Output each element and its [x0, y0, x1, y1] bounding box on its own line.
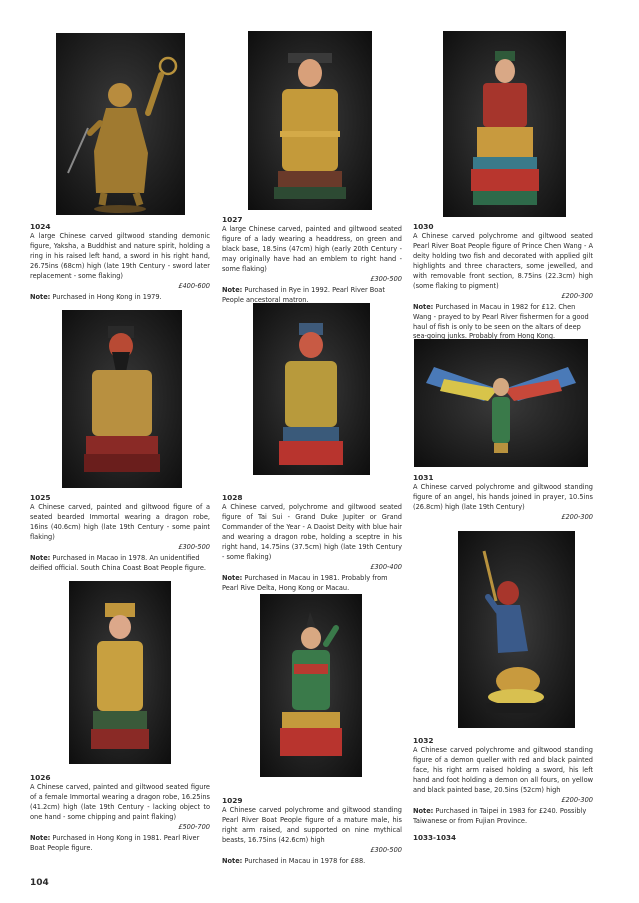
lot-number: 1032: [413, 736, 434, 745]
note-text: Purchased in Taipei in 1983 for £240. Possibly Taiwanese or from Fujian Province.: [413, 806, 587, 825]
lot-1027: [222, 215, 402, 306]
lot-1024: [30, 222, 210, 303]
lot-1029-photo: [260, 594, 362, 777]
lot-description: A Chinese carved polychrome and giltwood seated Pearl River Boat People figure of Prince Chen Wang - A deity holding two fish and decorated with applied gilt highlights and three characters, some jewelled, and with removable front section, 8.75ins (22.3cm) high (some flaking to pigment): [413, 232, 593, 290]
lot-note: [30, 834, 210, 854]
lot-estimate: £300-500: [370, 846, 402, 855]
lot-1029: [222, 796, 402, 867]
lot-description: A large Chinese carved, painted and giltwood seated figure of a lady wearing a headdress, on green and black base, 18.5ins (47cm) high (early 20th Century - may originally have had an emblem to right hand - some flaking): [222, 225, 402, 274]
lot-number: 1026: [30, 773, 51, 782]
note-label: Note:: [413, 806, 434, 815]
note-label: Note:: [222, 285, 243, 294]
lot-note: [413, 807, 593, 827]
next-lots-range: 1033-1034: [413, 833, 456, 842]
lot-note: [30, 554, 210, 574]
note-text: Purchased in Macau in 1982 for £12. Chen Wang - prayed to by Pearl River fishermen for a good haul of fish is only to be seen on the altars of deep sea-going junks. Probably from Hong Kong.: [413, 302, 589, 341]
note-label: Note:: [222, 856, 243, 865]
lot-note: [222, 857, 402, 867]
lot-estimate: £200-300: [561, 513, 593, 522]
lot-description: A Chinese carved, painted and giltwood figure of a seated bearded Immortal wearing a dragon robe, 16ins (40.6cm) high (late 19th Century - some paint flaking): [30, 503, 210, 542]
lot-1024-photo: [56, 33, 185, 215]
lot-1025-photo: [62, 310, 182, 488]
lot-note: [413, 303, 593, 343]
lot-note: [222, 286, 402, 306]
lot-number: 1028: [222, 493, 243, 502]
note-text: Purchased in Rye in 1992. Pearl River Boat People ancestoral matron.: [222, 285, 385, 304]
note-text: Purchased in Hong Kong in 1981. Pearl River Boat People figure.: [30, 833, 200, 852]
lot-1030: [413, 222, 593, 342]
note-text: Purchased in Hong Kong in 1979.: [50, 292, 162, 301]
note-label: Note:: [30, 833, 51, 842]
lot-description: A large Chinese carved giltwood standing demonic figure, Yaksha, a Buddhist and nature spirit, holding a ring in his raised left hand, a sword in his right hand, 26.75ins (68cm) high (late 19th Century - sword later replacement - some flaking): [30, 232, 210, 281]
lot-description: A Chinese carved polychrome and giltwood standing figure of an angel, his hands joined in prayer, 10.5ins (26.8cm) high (late 19th Century): [413, 483, 593, 512]
lot-1032: [413, 736, 593, 827]
lot-1025: [30, 493, 210, 574]
lot-1026-photo: [69, 581, 171, 764]
note-label: Note:: [222, 573, 243, 582]
lot-number: 1030: [413, 222, 434, 231]
lot-description: A Chinese carved, polychrome and giltwood seated figure of Tai Sui - Grand Duke Jupiter or Grand Commander of the Year - A Daoist Deity with blue hair and wearing a dragon robe, holding a sceptre in his right hand, 14.75ins (37.5cm) high (late 19th Century - some flaking): [222, 503, 402, 561]
lot-1030-photo: [443, 31, 566, 217]
lot-note: [222, 574, 402, 594]
lot-estimate: £300-500: [178, 543, 210, 552]
lot-estimate: £200-300: [561, 291, 593, 300]
lot-1027-photo: [248, 31, 372, 210]
lot-description: A Chinese carved, painted and giltwood seated figure of a female Immortal wearing a dragon robe, 16.25ins (41.2cm) high (late 19th Century - lacking object to one hand - some chipping and paint flaking): [30, 783, 210, 822]
lot-estimate: £300-400: [370, 562, 402, 571]
lot-number: 1024: [30, 222, 51, 231]
lot-estimate: £500-700: [178, 823, 210, 832]
lot-note: [30, 293, 210, 303]
lot-1032-photo: [458, 531, 575, 728]
note-label: Note:: [30, 292, 51, 301]
lot-1031: [413, 473, 593, 523]
lot-1028-photo: [253, 303, 370, 475]
lot-estimate: £200-300: [561, 795, 593, 804]
lot-1028: [222, 493, 402, 594]
lot-1031-photo: [414, 339, 588, 467]
lot-description: A Chinese carved polychrome and giltwood standing figure of a demon queller with red and black painted face, his right arm raised holding a sword, his left hand and foot holding a demon on all fours, on yellow and black painted base, 20.5ins (52cm) high: [413, 746, 593, 795]
lot-number: 1025: [30, 493, 51, 502]
note-label: Note:: [30, 553, 51, 562]
lot-estimate: £400-600: [178, 281, 210, 290]
lot-number: 1031: [413, 473, 434, 482]
lot-number: 1027: [222, 215, 243, 224]
page-number: 104: [30, 878, 49, 888]
note-text: Purchased in Macau in 1981. Probably from Pearl Rive Delta, Hong Kong or Macau.: [222, 573, 388, 592]
note-text: Purchased in Macao in 1978. An unidentified deified official. South China Coast Boat People figure.: [30, 553, 206, 572]
lot-number: 1029: [222, 796, 243, 805]
note-label: Note:: [413, 302, 434, 311]
note-text: Purchased in Macau in 1978 for £88.: [242, 856, 366, 865]
lot-description: A Chinese carved polychrome and giltwood standing Pearl River Boat People figure of a mature male, his right arm raised, and supported on nine mythical beasts, 16.75ins (42.6cm) high: [222, 806, 402, 845]
lot-1026: [30, 773, 210, 854]
lot-estimate: £300-500: [370, 274, 402, 283]
